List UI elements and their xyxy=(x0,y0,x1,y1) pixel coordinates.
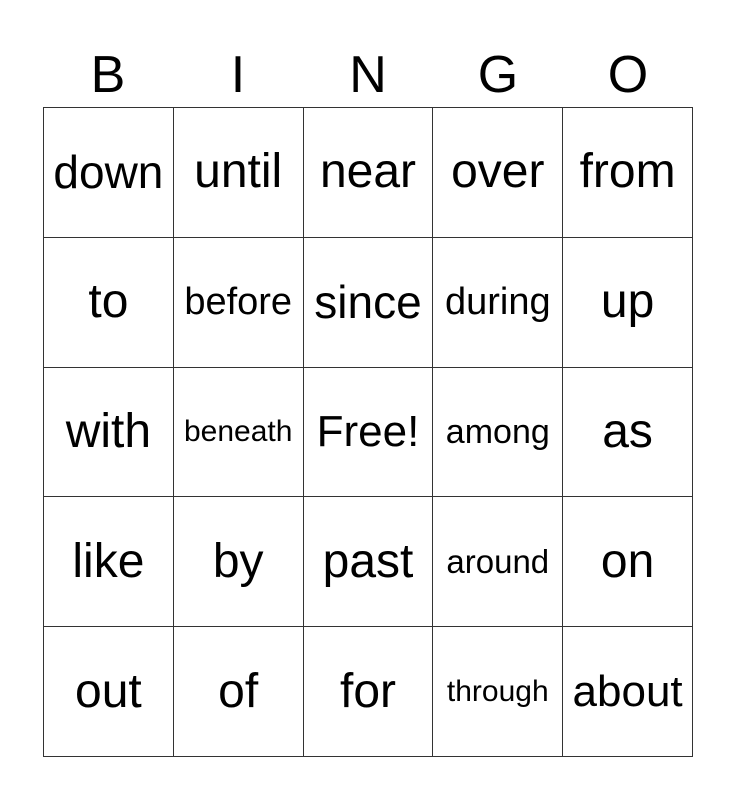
bingo-cell[interactable] xyxy=(304,627,434,757)
bingo-cell[interactable] xyxy=(563,108,693,238)
cell-word: around xyxy=(446,543,550,581)
bingo-cell[interactable] xyxy=(433,627,563,757)
bingo-cell[interactable] xyxy=(174,368,304,498)
bingo-cell[interactable] xyxy=(304,497,434,627)
cell-word: by xyxy=(212,534,264,588)
cell-word: out xyxy=(75,664,142,718)
cell-word: as xyxy=(602,404,653,458)
cell-word: through xyxy=(446,674,549,708)
bingo-cell[interactable] xyxy=(433,108,563,238)
cell-word: over xyxy=(451,145,545,199)
cell-word: to xyxy=(88,275,129,329)
header-letter-i: I xyxy=(230,46,246,104)
bingo-cell[interactable] xyxy=(563,497,693,627)
cell-word: with xyxy=(65,404,152,458)
bingo-cell[interactable] xyxy=(44,368,174,498)
bingo-cell[interactable] xyxy=(433,497,563,627)
header-letter-g: G xyxy=(477,46,519,104)
header-letter-n: N xyxy=(349,46,387,104)
bingo-cell[interactable] xyxy=(174,238,304,368)
free-space-label: Free! xyxy=(316,406,420,456)
bingo-cell[interactable] xyxy=(174,497,304,627)
cell-word: like xyxy=(72,534,145,588)
cell-word: for xyxy=(339,664,396,718)
bingo-cell[interactable] xyxy=(563,627,693,757)
bingo-cell[interactable] xyxy=(433,368,563,498)
bingo-cell[interactable] xyxy=(174,627,304,757)
cell-word: up xyxy=(600,275,655,329)
cell-word: of xyxy=(218,664,259,718)
bingo-header xyxy=(43,42,693,108)
cell-word: on xyxy=(600,534,655,588)
header-letter-o: O xyxy=(607,46,649,104)
bingo-cell[interactable] xyxy=(44,238,174,368)
cell-word: near xyxy=(319,145,417,199)
bingo-board xyxy=(43,107,693,757)
cell-word: during xyxy=(444,281,551,324)
cell-word: down xyxy=(53,146,164,199)
bingo-cell[interactable] xyxy=(44,497,174,627)
cell-word: before xyxy=(184,281,293,324)
bingo-cell[interactable] xyxy=(304,108,434,238)
cell-word: from xyxy=(579,145,676,199)
bingo-cell[interactable] xyxy=(44,627,174,757)
bingo-cell[interactable] xyxy=(174,108,304,238)
cell-word: past xyxy=(322,534,414,588)
bingo-cell[interactable] xyxy=(563,368,693,498)
bingo-cell[interactable] xyxy=(44,108,174,238)
bingo-cell[interactable] xyxy=(433,238,563,368)
header-letter-b: B xyxy=(90,46,126,104)
cell-word: among xyxy=(445,412,550,451)
cell-word: beneath xyxy=(183,414,293,448)
free-space-cell[interactable] xyxy=(304,368,434,498)
bingo-cell[interactable] xyxy=(563,238,693,368)
cell-word: about xyxy=(572,666,683,716)
cell-word: until xyxy=(194,145,283,199)
bingo-cell[interactable] xyxy=(304,238,434,368)
cell-word: since xyxy=(314,276,422,329)
